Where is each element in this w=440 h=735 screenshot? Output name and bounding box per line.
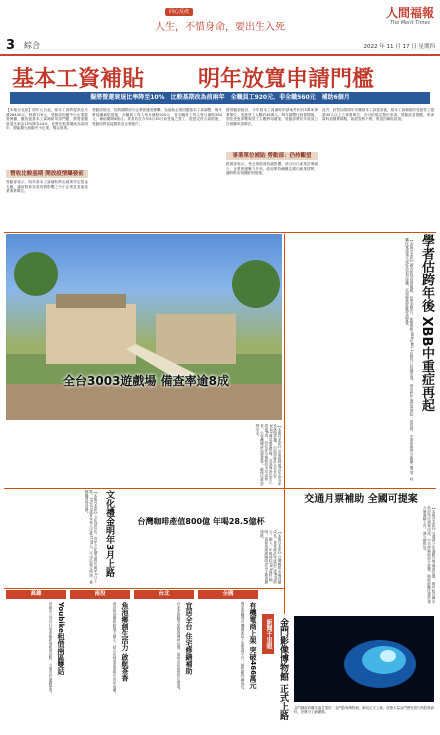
photo-playground-icon — [6, 234, 282, 420]
museum-story — [262, 614, 436, 732]
divider-mid — [4, 488, 436, 489]
culture-story-text: 【本報台北訊】文化部宣布，青年文化禮金將於明年3月上路，18至22歲青年每人可獲1200元，可用於藝文展演、書籍購買等消費。 — [85, 490, 98, 584]
tab-kaohsiung: 高雄 — [6, 590, 66, 599]
lead-headline-banner — [4, 60, 436, 90]
playground-story — [6, 424, 282, 486]
traffic-story — [286, 490, 436, 610]
lead-col4-text: 經濟部表示，受全球經濟放緩影響，部分出口產業訂單減少，企業營運壓力升高，政府將持續關注國內就業情勢，適時推出相關紓困措施。 — [226, 162, 318, 176]
museum-story-title: 金門影像博物館 正式上路 — [278, 618, 288, 721]
lead-col5-text: 此外，針對如果明年有關基本工資提高後，基本工資補貼的受雇勞工超過30人以上之事業單位，亦可依規定提出申請。勞動部並提醒，申請資料須據實填報，如經查核不實，將追回補貼款項。 — [322, 108, 434, 122]
museum-photo — [294, 616, 434, 702]
page-number: 3 — [6, 38, 16, 53]
museum-caption: 金門縣政府觀光處打造的「金門影像博物館」網站正式上線，收錄大量金門歷史照片與影像資料，民眾可上網瀏覽。 — [294, 706, 434, 715]
photo-caption: 全台3003遊戲場 備查率逾8成 — [63, 374, 229, 388]
coffee-story-title: 台灣咖啡產值800億 年喝28.5億杯 — [137, 517, 265, 526]
photo-night-light-icon — [294, 616, 434, 702]
lead-col2-text: 勞動部指出，疫情期間部分企業營運受衝擊，為協助企業因應基本工資調整，明年將延續補貼措施，全職員工每人每月補貼920元、非全職員工每人每月補貼560元，補助期間6個月。業者若於今年6月30日前受雇之勞工，經認定符合資格後，勞動部將直接撥款至企業帳戶。 — [92, 108, 222, 126]
lead-col-4 — [322, 108, 434, 230]
lead-title-right: 明年放寬申請門檻 — [198, 66, 375, 90]
traffic-story-title: 交通月票補助 全國可提案 — [304, 494, 418, 505]
side-story-title: 學者估跨年後 XBB中重症再起 — [419, 234, 434, 412]
playground-photo — [6, 234, 282, 420]
lead-col1-text: 【本報台北訊】明年元旦起，基本工資將提高至月薪26400元，時薪176元，勞動部因應中小企業經營困難，擬放寬基本工資補貼申請門檻，將營業額衰退比率由15%降為10%，並將比較基期改為前兩年，期能擴大照顧中小企業，穩定就業。 — [6, 108, 88, 131]
lead-col-3 — [226, 108, 318, 230]
playground-story-text: 【本報台北訊】兒童遊戲場近年成為家長休閒首選，內政部統計全台共有3003處兒童遊戲場，完成備查比率已超過8成，仍有部分場館尚未完成檢查，主管機關將加強督導，確保兒童遊戲安全。 — [255, 424, 282, 486]
lead-col1-subhead: 營收比較基期 開放疫情爆發前 — [6, 170, 88, 178]
section-name: 綜合 — [24, 41, 40, 50]
brief-3-text: 台北市推動老屋修繕補助計畫，協助市民改善居住環境。 — [177, 602, 181, 692]
lead-subtitle: 擬將營運衰退比率降至10% 比較基期改為前兩年 全職員工920元、非全職560元 補助6個月 — [10, 92, 430, 104]
culture-story — [6, 490, 116, 586]
slogan-badge: 同心反疫 — [165, 8, 193, 16]
lead-col3-subhead: 事業單位補貼 勞動部：仍持觀望 — [226, 152, 318, 160]
tab-nantou: 南投 — [70, 590, 130, 599]
lead-col1-text2: 勞動部表示，明年基本工資補貼將由就業安定基金支應，適用對象為受疫情影響之中小企業及其他產業事業單位。 — [6, 180, 88, 194]
side-story — [286, 234, 436, 486]
brief-1-text: 高雄市公共自行車系統新增租借站點，方便市民通勤使用。 — [49, 602, 53, 696]
brief-4 — [198, 602, 258, 730]
brief-3-title: 宜居全台 住宅修繕補助 — [185, 602, 193, 675]
traffic-story-text: 【本報台北訊】交通部公布通勤月票補助計畫，明年起各縣市政府均可提案申請，中央將補助部分經費，期能鼓勵民眾搭乘大眾運輸工具，減少碳排放。 — [423, 506, 436, 604]
divider-bottom — [4, 588, 284, 589]
divider-lead — [4, 232, 436, 233]
tab-taipei: 台北 — [134, 590, 194, 599]
brief-1-title: Youbike租借兩區雙站 — [57, 602, 65, 675]
header-divider — [0, 54, 440, 56]
tab-national: 全國 — [198, 590, 258, 599]
brief-4-text: 農委會輔導有機農產品上架電商平台，銷售額持續成長。 — [241, 602, 245, 692]
divider-side — [284, 234, 285, 614]
lead-col-2 — [92, 108, 222, 230]
newspaper-logo-en: The Merit Times — [389, 20, 431, 26]
issue-date: 2022 年 11 月 17 日 星期四 — [363, 44, 435, 50]
brief-4-title: 有機電商上架 突破466萬元 — [249, 602, 257, 690]
slogan: 人生，不惜身命，要出生入死 — [155, 22, 285, 33]
lead-col-1 — [6, 108, 88, 230]
lead-title-left: 基本工資補貼 — [12, 66, 145, 90]
brief-2 — [70, 602, 130, 730]
brief-2-title: 魚池鄉創生活力 啟航茶香 — [121, 602, 129, 682]
coffee-story-text: 【本報台北訊】台灣咖啡市場持續成長，業者統計年產值已達800億元，國人一年喝掉約28.5億杯咖啡，超商與連鎖咖啡店為主要消費通路。 — [260, 530, 282, 584]
side-story-text: 【本報台北訊】國內新冠疫情趨緩，但學者警告，新變異株XBB及BQ.1在國外已陸續出現，預估跨年後恐再掀起一波疫情，中重症病例可能隨之增加，呼籲民眾盡速完成疫苗追加接種，高風險族群應提高警覺。 — [405, 238, 414, 481]
newspaper-logo: 人間福報 — [385, 6, 434, 20]
lead-col3-text: 據勞動部統計，今年基本工資補貼申請案件約有5萬家事業單位，受惠勞工人數約46萬人。明年調整比較基期後，預估受惠家數與勞工人數將再增加，勞動部將於年底前公告相關申請辦法。 — [226, 108, 318, 126]
coffee-story — [120, 490, 282, 586]
news-eye-badge: 新聞千里眼 — [262, 614, 274, 654]
culture-story-title: 文化禮金明年3月上路 — [104, 490, 114, 578]
brief-3 — [134, 602, 194, 730]
brief-1 — [6, 602, 66, 730]
page-header — [0, 0, 440, 60]
brief-2-text: 南投魚池鄉推動地方創生，結合在地茶產業吸引青年返鄉。 — [113, 602, 117, 696]
